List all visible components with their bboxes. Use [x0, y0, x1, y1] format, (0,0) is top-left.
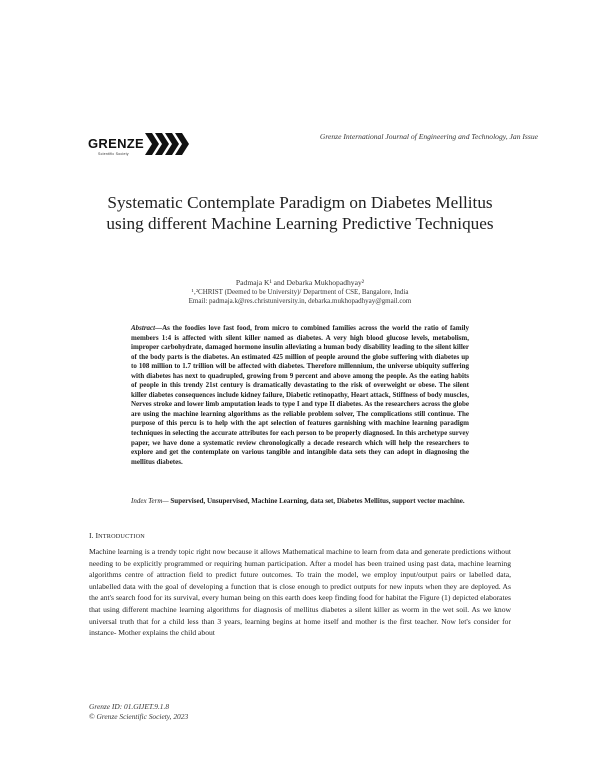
footer-grenze-id: Grenze ID: 01.GIJET.9.1.8 — [89, 702, 170, 711]
affiliation-line: ¹‚²CHRIST (Deemed to be University)/ Department of CSE, Bangalore, India — [191, 288, 409, 296]
index-terms-block — [131, 497, 469, 507]
publisher-logo — [88, 128, 188, 164]
logo-tagline: Scientific Society — [98, 152, 129, 156]
journal-header: Grenze International Journal of Engineering and Technology, Jan Issue — [319, 132, 538, 141]
section-heading — [89, 531, 145, 540]
footer-copyright: © Grenze Scientific Society, 2023 — [89, 712, 189, 721]
abstract-block — [131, 324, 469, 467]
abstract-text: —As the foodies love fast food, from micro to combined families across the world the ratio of family members 1:4 is affected with silent killer named as diabetes. A very high blood glucose levels, metabolism, improper carbohydrate, damaged hormone insulin alleviating a human body disability leading to the silent killer of the body parts is the diabetes. An estimated 425 million of people around the globe suffering with diabetes up to 108 million to 1.7 trillion will be affected with diabetes. Therefore millennium, the universe ubiquity suffering with diabetes has next to quadrupled, growing from 9 percent and above among the people. As the eating habits of people in this trendy 21st century is dramatically devastating to the risk of overweight or obese. The silent killer diabetes consequences include kidney failure, Diabetic retinopathy, Heart attack, Stiffness of body muscles, Nerves stroke and lower limb amputation leads to type I and type II diabetes. As the researchers across the globe are using the machine learning algorithms as the reliable problem solver, The complications still continue. The purpose of this percu is to help with the apt selection of features garnishing with machine learning paradigm techniques in selecting the accurate attributes for each person to be properly diagnosed. In this archetype survey paper, we have done a systematic review chronologically a decade research which will help the researchers to explore and get the contemplate on various tangible and intangible data sets they can adopt in diagnosing the mellitus diabetes. — [131, 324, 469, 466]
chevron-arrows-icon — [145, 133, 189, 155]
author-line: Padmaja K¹ and Debarka Mukhopadhyay² — [235, 278, 365, 287]
section-number: I. I — [89, 531, 99, 540]
logo-wordmark: GRENZE — [88, 136, 144, 151]
email-line: Email: padmaja.k@res.christuniversity.in, debarka.mukhopadhyay@gmail.com — [188, 297, 412, 305]
index-terms-label: Index Term— — [131, 497, 169, 505]
paper-title: Systematic Contemplate Paradigm on Diabetes Mellitus using different Machine Learning Predictive Techniques — [106, 193, 494, 233]
index-terms-text: Supervised, Unsupervised, Machine Learning, data set, Diabetes Mellitus, support vector machine. — [168, 497, 465, 505]
introduction-paragraph: Machine learning is a trendy topic right now because it allows Mathematical machine to learn from data and generate predictions without needing to be explicitly programmed or requiring human participation. After a model has been trained using past data, machine learning algorithms centre of attraction field to predict future outcomes. To train the model, we employ input/output pairs or labelled data, unlabelled data with the goal of developing a function that is close enough to predict outputs for new inputs when they are deployed. As the ant's search food for its survival, every human being on this earth does keep finding food for habitat the Figure (1) depicted elaborates that using different machine learning algorithms for diagnosis of mellitus diabetes a silent killer as worm in the wet soil. As we know universal truth that for a child less than 3 years, learning begins at home itself and mother is the first teacher. Now let's consider for instance- Mother explains the child about — [89, 547, 511, 638]
abstract-label: Abstract — [131, 324, 156, 332]
section-name: NTRODUCTION — [98, 533, 145, 540]
